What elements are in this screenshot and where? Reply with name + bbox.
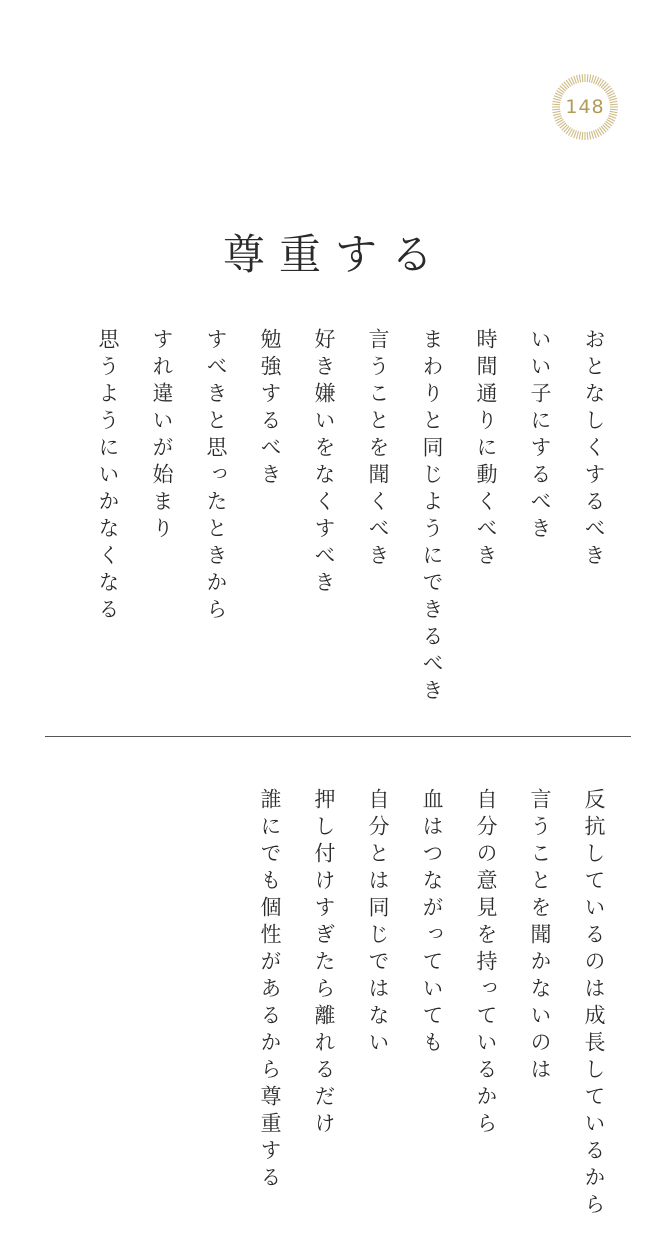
verse-bottom	[226, 788, 604, 1220]
verse-line: 反抗しているのは成長しているから	[582, 788, 606, 1220]
verse-line: すれ違いが始まり	[150, 328, 174, 544]
verse-line: 押し付けすぎたら離れるだけ	[312, 788, 336, 1139]
verse-line: 時間通りに動くべき	[474, 328, 498, 571]
verse-line: おとなしくするべき	[582, 328, 606, 571]
verse-line: 自分の意見を持っているから	[474, 788, 498, 1139]
page-title: 尊重する	[222, 230, 447, 279]
verse-line: 思うようにいかなくなる	[96, 328, 120, 625]
verse-line: すべきと思ったときから	[204, 328, 228, 625]
verse-line: 好き嫌いをなくすべき	[312, 328, 336, 598]
page-number: 148	[565, 96, 605, 118]
verse-line: 誰にでも個性があるから尊重する	[258, 788, 282, 1193]
verse-line: 言うことを聞くべき	[366, 328, 390, 571]
verse-line: 血はつながっていても	[420, 788, 444, 1058]
verse-line: まわりと同じようにできるべき	[420, 328, 444, 706]
section-divider	[45, 736, 631, 737]
verse-line: いい子にするべき	[528, 328, 552, 544]
verse-top	[64, 328, 604, 706]
page-number-badge	[550, 72, 620, 142]
verse-line: 自分とは同じではない	[366, 788, 390, 1058]
verse-line: 勉強するべき	[258, 328, 282, 490]
verse-line: 言うことを聞かないのは	[528, 788, 552, 1085]
